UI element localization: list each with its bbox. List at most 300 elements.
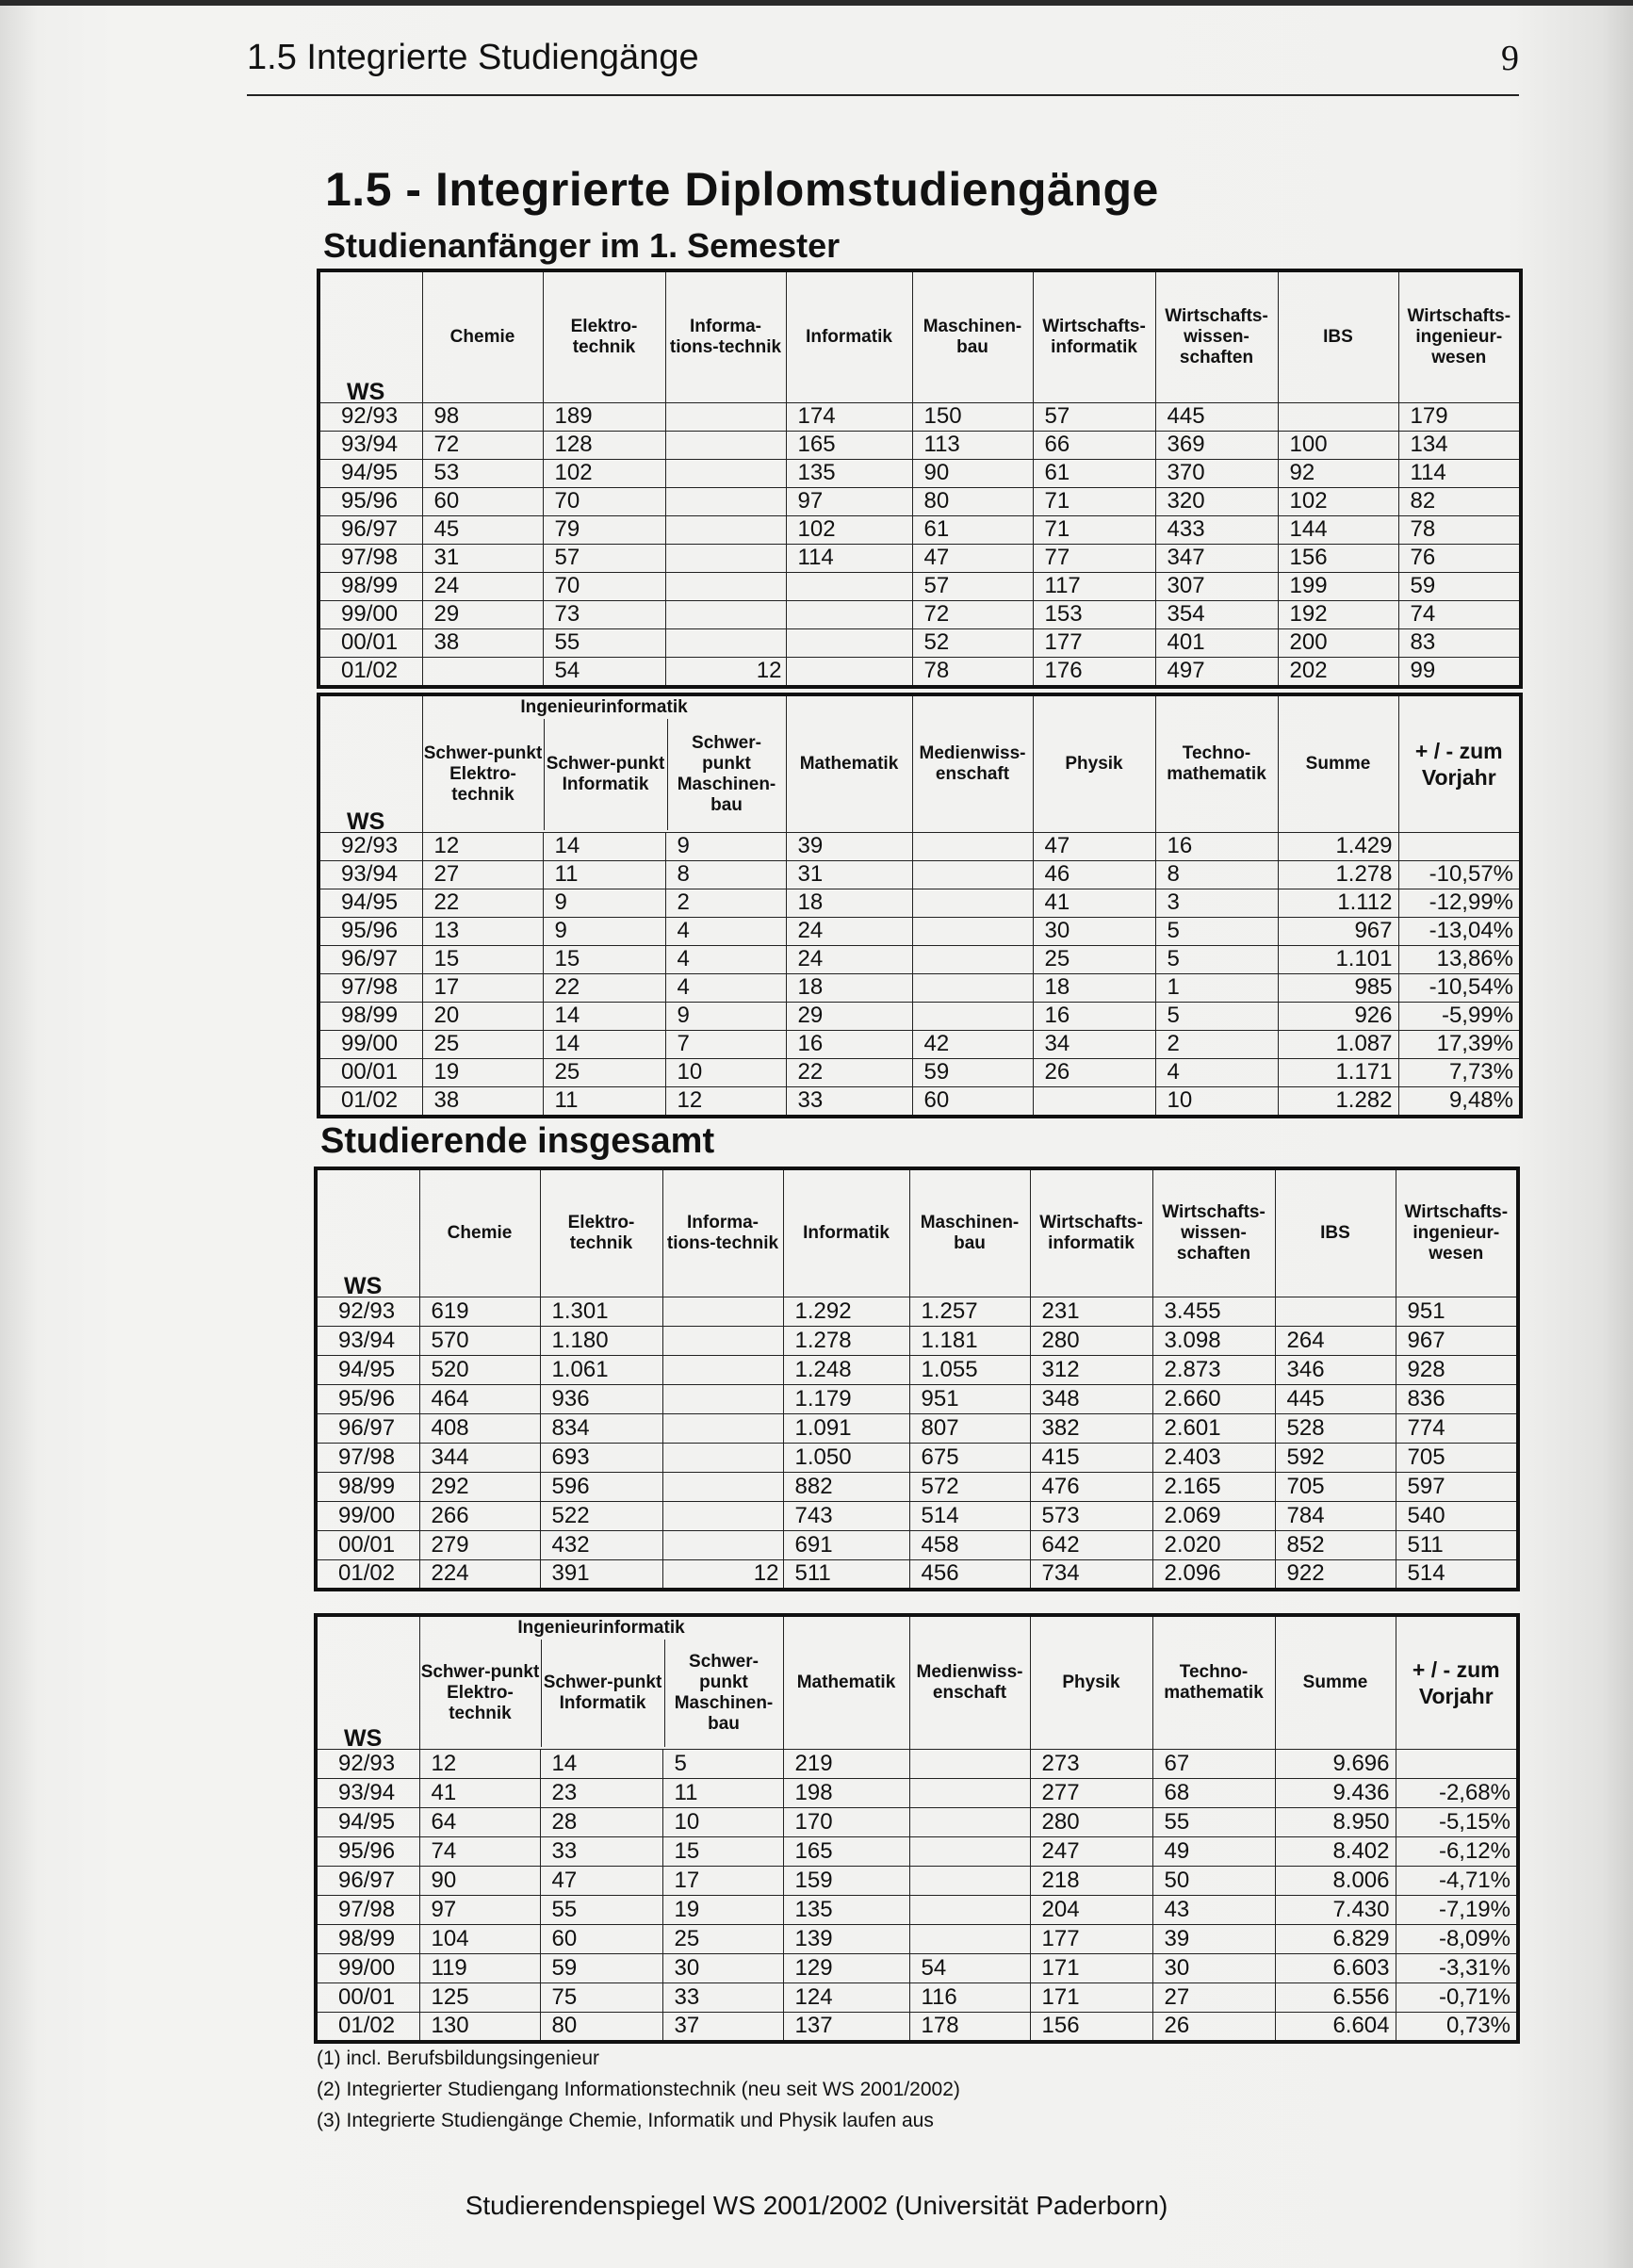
cell-semester: 96/97 xyxy=(316,1866,419,1895)
table-cell: 15 xyxy=(543,945,665,973)
header-ibs: IBS xyxy=(1275,1168,1396,1297)
table-cell: -12,99% xyxy=(1398,889,1521,917)
table-cell: 1.061 xyxy=(540,1355,662,1384)
table-cell xyxy=(909,1924,1030,1953)
table-cell: 72 xyxy=(422,431,543,459)
table-cell: 137 xyxy=(783,2012,909,2042)
table-header-row xyxy=(316,1615,1518,1749)
table-row xyxy=(318,1030,1521,1058)
table-cell: 705 xyxy=(1396,1443,1518,1472)
table-cell: -3,31% xyxy=(1396,1953,1518,1982)
table-cell: 9.696 xyxy=(1275,1749,1396,1778)
table-cell: 2.020 xyxy=(1152,1530,1275,1559)
table-row xyxy=(316,1472,1518,1501)
table-cell: 174 xyxy=(786,402,912,431)
table-cell: 23 xyxy=(540,1778,662,1807)
header-informationstechnik: Informa-tions-technik xyxy=(665,270,786,402)
table-cell: 176 xyxy=(1033,657,1155,687)
table-cell: 4 xyxy=(1155,1058,1278,1086)
table-cell xyxy=(1278,402,1398,431)
footnote-3: (3) Integrierte Studiengänge Chemie, Informatik und Physik laufen aus xyxy=(317,2110,934,2131)
cell-semester: 93/94 xyxy=(318,860,422,889)
table-row xyxy=(316,1413,1518,1443)
table-cell: 9 xyxy=(543,889,665,917)
table-row xyxy=(316,1953,1518,1982)
header-informationstechnik: Informa-tions-technik xyxy=(662,1168,783,1297)
table-cell: 104 xyxy=(419,1924,540,1953)
table-row xyxy=(318,1058,1521,1086)
page-footer: Studierendenspiegel WS 2001/2002 (Universität Paderborn) xyxy=(465,2191,1168,2220)
table-row xyxy=(318,657,1521,687)
table-cell: 57 xyxy=(543,544,665,572)
table-cell: 280 xyxy=(1030,1807,1152,1836)
table-cell: 401 xyxy=(1155,628,1278,657)
table-row xyxy=(318,431,1521,459)
table-cell: 47 xyxy=(1033,832,1155,860)
table-cell: 8 xyxy=(1155,860,1278,889)
table-cell: 97 xyxy=(419,1895,540,1924)
running-head xyxy=(247,38,1519,96)
table-cell: 116 xyxy=(909,1982,1030,2012)
table-insgesamt-ingenieurinformatik xyxy=(314,1613,1520,2044)
table-cell: 570 xyxy=(419,1326,540,1355)
table-cell: 55 xyxy=(543,628,665,657)
table-cell: 72 xyxy=(912,600,1033,628)
table-cell: 52 xyxy=(912,628,1033,657)
table-cell: 19 xyxy=(422,1058,543,1086)
cell-semester: 95/96 xyxy=(318,917,422,945)
table-cell xyxy=(909,1778,1030,1807)
page-number: 9 xyxy=(1501,39,1519,78)
table-cell: 967 xyxy=(1278,917,1398,945)
table-cell xyxy=(909,1895,1030,1924)
header-wirtschaftsinformatik: Wirtschafts-informatik xyxy=(1033,270,1155,402)
header-chemie: Chemie xyxy=(422,270,543,402)
header-maschinenbau: Maschinen-bau xyxy=(909,1168,1030,1297)
header-schwerpunkt-elektrotechnik: Schwer-punkt Elektro-technik xyxy=(420,1640,542,1747)
table-cell: 114 xyxy=(1398,459,1521,487)
header-summe: Summe xyxy=(1278,694,1398,832)
cell-semester: 95/96 xyxy=(316,1836,419,1866)
table-cell: 130 xyxy=(419,2012,540,2042)
table-cell: 102 xyxy=(543,459,665,487)
table-cell xyxy=(665,600,786,628)
table-cell: 2.403 xyxy=(1152,1443,1275,1472)
table-cell: 8.950 xyxy=(1275,1807,1396,1836)
table-cell: 119 xyxy=(419,1953,540,1982)
table-cell: 522 xyxy=(540,1501,662,1530)
table-cell: -5,99% xyxy=(1398,1002,1521,1030)
table-cell: 7,73% xyxy=(1398,1058,1521,1086)
header-medienwissenschaft: Medienwiss-enschaft xyxy=(909,1615,1030,1749)
table-cell: 277 xyxy=(1030,1778,1152,1807)
table-cell xyxy=(912,832,1033,860)
table-cell: 59 xyxy=(912,1058,1033,1086)
table-cell: 597 xyxy=(1396,1472,1518,1501)
table-cell: 177 xyxy=(1030,1924,1152,1953)
table-cell: 73 xyxy=(543,600,665,628)
header-wirtschaftswissenschaften: Wirtschafts-wissen-schaften xyxy=(1155,270,1278,402)
table-cell: 344 xyxy=(419,1443,540,1472)
cell-semester: 98/99 xyxy=(318,572,422,600)
table-cell xyxy=(786,657,912,687)
table-cell: 456 xyxy=(909,1559,1030,1590)
table-row xyxy=(316,1384,1518,1413)
table-cell: 16 xyxy=(786,1030,912,1058)
table-cell: 1.179 xyxy=(783,1384,909,1413)
section-heading-insgesamt: Studierende insgesamt xyxy=(320,1121,715,1161)
table-cell: 43 xyxy=(1152,1895,1275,1924)
table-cell: 102 xyxy=(786,515,912,544)
table-row xyxy=(318,1086,1521,1117)
table-cell xyxy=(662,1530,783,1559)
table-cell: -8,09% xyxy=(1396,1924,1518,1953)
table-row xyxy=(316,1326,1518,1355)
table-cell xyxy=(662,1501,783,1530)
table-cell: 83 xyxy=(1398,628,1521,657)
table-cell: 1.180 xyxy=(540,1326,662,1355)
table-row xyxy=(316,1559,1518,1590)
table-cell: 170 xyxy=(783,1807,909,1836)
table-cell: 80 xyxy=(912,487,1033,515)
table-cell xyxy=(912,860,1033,889)
header-maschinenbau: Maschinen-bau xyxy=(912,270,1033,402)
table-cell xyxy=(909,1836,1030,1866)
table-cell xyxy=(662,1413,783,1443)
table-cell xyxy=(1396,1749,1518,1778)
table-cell: 20 xyxy=(422,1002,543,1030)
table-cell: 29 xyxy=(786,1002,912,1030)
table-row xyxy=(318,459,1521,487)
table-cell xyxy=(909,1866,1030,1895)
table-cell: 10 xyxy=(1155,1086,1278,1117)
table-cell: 38 xyxy=(422,1086,543,1117)
table-cell: 189 xyxy=(543,402,665,431)
table-cell: 693 xyxy=(540,1443,662,1472)
table-cell: 231 xyxy=(1030,1297,1152,1326)
table-cell: 882 xyxy=(783,1472,909,1501)
table-cell: 784 xyxy=(1275,1501,1396,1530)
table-cell: 951 xyxy=(909,1384,1030,1413)
header-wirtschaftswissenschaften: Wirtschafts-wissen-schaften xyxy=(1152,1168,1275,1297)
table-cell: 17 xyxy=(662,1866,783,1895)
table-cell: 165 xyxy=(783,1836,909,1866)
cell-semester: 01/02 xyxy=(318,1086,422,1117)
header-ibs: IBS xyxy=(1278,270,1398,402)
table-cell: 9,48% xyxy=(1398,1086,1521,1117)
table-cell: 144 xyxy=(1278,515,1398,544)
table-cell: 514 xyxy=(909,1501,1030,1530)
table-row xyxy=(316,1836,1518,1866)
table-cell: 25 xyxy=(543,1058,665,1086)
table-cell: 159 xyxy=(783,1866,909,1895)
table-cell: 27 xyxy=(422,860,543,889)
table-cell: 382 xyxy=(1030,1413,1152,1443)
table-row xyxy=(316,1778,1518,1807)
table-row xyxy=(318,860,1521,889)
cell-semester: 99/00 xyxy=(316,1501,419,1530)
table-cell: 13,86% xyxy=(1398,945,1521,973)
table-cell: -0,71% xyxy=(1396,1982,1518,2012)
header-technomathematik: Techno-mathematik xyxy=(1155,694,1278,832)
table-cell: -4,71% xyxy=(1396,1866,1518,1895)
table-cell: 45 xyxy=(422,515,543,544)
table-cell: 59 xyxy=(1398,572,1521,600)
footnote-1: (1) incl. Berufsbildungsingenieur xyxy=(317,2048,599,2069)
table-row xyxy=(318,832,1521,860)
table-cell: 476 xyxy=(1030,1472,1152,1501)
table-row xyxy=(318,889,1521,917)
table-cell: 124 xyxy=(783,1982,909,2012)
page-title: 1.5 - Integrierte Diplomstudiengänge xyxy=(325,163,1159,216)
header-summe: Summe xyxy=(1275,1615,1396,1749)
table-cell: 348 xyxy=(1030,1384,1152,1413)
table-cell: 80 xyxy=(540,2012,662,2042)
table-cell: 79 xyxy=(543,515,665,544)
table-cell: 7.430 xyxy=(1275,1895,1396,1924)
table-cell: 70 xyxy=(543,487,665,515)
table-cell xyxy=(422,657,543,687)
table-cell: 33 xyxy=(786,1086,912,1117)
table-cell: 199 xyxy=(1278,572,1398,600)
table-cell: 2.660 xyxy=(1152,1384,1275,1413)
header-ws: WS xyxy=(316,1168,419,1297)
table-cell: 1 xyxy=(1155,973,1278,1002)
table-cell: 9 xyxy=(665,832,786,860)
table-cell: 153 xyxy=(1033,600,1155,628)
header-ws: WS xyxy=(318,270,422,402)
table-row xyxy=(316,1530,1518,1559)
table-body xyxy=(318,402,1521,687)
table-row xyxy=(318,973,1521,1002)
table-cell: 307 xyxy=(1155,572,1278,600)
cell-semester: 01/02 xyxy=(316,1559,419,1590)
cell-semester: 99/00 xyxy=(318,1030,422,1058)
table-cell xyxy=(1398,832,1521,860)
table-cell: -7,19% xyxy=(1396,1895,1518,1924)
table-body xyxy=(316,1297,1518,1590)
header-medienwissenschaft: Medienwiss-enschaft xyxy=(912,694,1033,832)
table-cell: 53 xyxy=(422,459,543,487)
table-cell: 247 xyxy=(1030,1836,1152,1866)
table-cell: 967 xyxy=(1396,1326,1518,1355)
table-cell: 4 xyxy=(665,945,786,973)
table-row xyxy=(316,1355,1518,1384)
table-cell: 370 xyxy=(1155,459,1278,487)
cell-semester: 95/96 xyxy=(316,1384,419,1413)
table-cell: 50 xyxy=(1152,1866,1275,1895)
table-cell: 4 xyxy=(665,917,786,945)
table-cell: 592 xyxy=(1275,1443,1396,1472)
table-cell: 34 xyxy=(1033,1030,1155,1058)
table-cell xyxy=(1033,1086,1155,1117)
cell-semester: 96/97 xyxy=(318,945,422,973)
cell-semester: 01/02 xyxy=(318,657,422,687)
table-cell xyxy=(665,572,786,600)
table-cell: 2 xyxy=(1155,1030,1278,1058)
table-cell: 15 xyxy=(662,1836,783,1866)
table-cell: 134 xyxy=(1398,431,1521,459)
table-cell: 17,39% xyxy=(1398,1030,1521,1058)
table-row xyxy=(318,515,1521,544)
cell-semester: 94/95 xyxy=(318,889,422,917)
table-cell: 5 xyxy=(1155,1002,1278,1030)
table-cell: -10,54% xyxy=(1398,973,1521,1002)
cell-semester: 00/01 xyxy=(318,1058,422,1086)
cell-semester: 97/98 xyxy=(316,1443,419,1472)
table-cell: 66 xyxy=(1033,431,1155,459)
table-cell: 33 xyxy=(662,1982,783,2012)
table-cell: 511 xyxy=(1396,1530,1518,1559)
table-cell: 37 xyxy=(662,2012,783,2042)
table-cell xyxy=(1275,1297,1396,1326)
table-cell: 30 xyxy=(1152,1953,1275,1982)
table-cell: 951 xyxy=(1396,1297,1518,1326)
table-cell: 76 xyxy=(1398,544,1521,572)
table-cell: 82 xyxy=(1398,487,1521,515)
table-cell: 54 xyxy=(543,657,665,687)
table-cell: 1.292 xyxy=(783,1297,909,1326)
table-cell: 1.278 xyxy=(783,1326,909,1355)
table-cell: -10,57% xyxy=(1398,860,1521,889)
table-cell: -6,12% xyxy=(1396,1836,1518,1866)
table-cell: 445 xyxy=(1275,1384,1396,1413)
table-row xyxy=(318,628,1521,657)
table-cell: 391 xyxy=(540,1559,662,1590)
table-cell: 92 xyxy=(1278,459,1398,487)
table-cell: 22 xyxy=(422,889,543,917)
table-cell: 922 xyxy=(1275,1559,1396,1590)
table-cell: 27 xyxy=(1152,1982,1275,2012)
table-header-row xyxy=(316,1168,1518,1297)
cell-semester: 94/95 xyxy=(316,1355,419,1384)
table-row xyxy=(318,600,1521,628)
table-cell: 1.248 xyxy=(783,1355,909,1384)
table-cell: 14 xyxy=(543,1002,665,1030)
table-cell: 520 xyxy=(419,1355,540,1384)
table-cell: 156 xyxy=(1030,2012,1152,2042)
table-cell: 540 xyxy=(1396,1501,1518,1530)
table-body xyxy=(316,1749,1518,2042)
table-cell xyxy=(786,628,912,657)
table-cell xyxy=(665,515,786,544)
header-schwerpunkt-informatik: Schwer-punkt Informatik xyxy=(545,719,668,830)
table-cell: 2.096 xyxy=(1152,1559,1275,1590)
cell-semester: 00/01 xyxy=(318,628,422,657)
table-cell: 1.171 xyxy=(1278,1058,1398,1086)
table-cell: 67 xyxy=(1152,1749,1275,1778)
table-cell: 218 xyxy=(1030,1866,1152,1895)
table-cell: 219 xyxy=(783,1749,909,1778)
cell-semester: 94/95 xyxy=(316,1807,419,1836)
table-cell: 55 xyxy=(1152,1807,1275,1836)
table-cell: 4 xyxy=(665,973,786,1002)
table-cell: 6.603 xyxy=(1275,1953,1396,1982)
table-cell: 2.165 xyxy=(1152,1472,1275,1501)
table-cell: 30 xyxy=(1033,917,1155,945)
table-cell: 90 xyxy=(912,459,1033,487)
table-row xyxy=(318,572,1521,600)
table-cell: 41 xyxy=(419,1778,540,1807)
table-cell: 5 xyxy=(1155,917,1278,945)
table-cell: 8 xyxy=(665,860,786,889)
table-cell: 11 xyxy=(543,860,665,889)
table-cell: 64 xyxy=(419,1807,540,1836)
cell-semester: 92/93 xyxy=(318,832,422,860)
table-row xyxy=(316,1807,1518,1836)
table-cell: 572 xyxy=(909,1472,1030,1501)
table-cell: 9 xyxy=(665,1002,786,1030)
cell-semester: 00/01 xyxy=(316,1530,419,1559)
table-cell: 224 xyxy=(419,1559,540,1590)
table-row xyxy=(316,1866,1518,1895)
table-cell: 97 xyxy=(786,487,912,515)
table-row xyxy=(316,2012,1518,2042)
table-cell: 57 xyxy=(912,572,1033,600)
table-cell: 3 xyxy=(1155,889,1278,917)
table-cell: 1.257 xyxy=(909,1297,1030,1326)
header-wirtschaftsingenieurwesen: Wirtschafts-ingenieur-wesen xyxy=(1398,270,1521,402)
table-cell: 433 xyxy=(1155,515,1278,544)
table-cell: 55 xyxy=(540,1895,662,1924)
table-cell: 1.282 xyxy=(1278,1086,1398,1117)
table-cell: 5 xyxy=(1155,945,1278,973)
table-cell: 1.055 xyxy=(909,1355,1030,1384)
table-row xyxy=(316,1749,1518,1778)
header-physik: Physik xyxy=(1033,694,1155,832)
table-cell: 13 xyxy=(422,917,543,945)
header-schwerpunkt-informatik: Schwer-punkt Informatik xyxy=(542,1640,665,1747)
table-cell: 26 xyxy=(1033,1058,1155,1086)
table-cell: 1.112 xyxy=(1278,889,1398,917)
table-cell: 1.091 xyxy=(783,1413,909,1443)
cell-semester: 01/02 xyxy=(316,2012,419,2042)
table-cell: 31 xyxy=(422,544,543,572)
group-label-ingenieurinformatik: Ingenieurinformatik xyxy=(517,1618,685,1638)
table-cell: 102 xyxy=(1278,487,1398,515)
table-cell: 18 xyxy=(1033,973,1155,1002)
table-cell: 200 xyxy=(1278,628,1398,657)
table-cell: 1.429 xyxy=(1278,832,1398,860)
cell-semester: 92/93 xyxy=(316,1297,419,1326)
table-cell: 25 xyxy=(1033,945,1155,973)
header-elektrotechnik: Elektro-technik xyxy=(540,1168,662,1297)
table-cell: 179 xyxy=(1398,402,1521,431)
table-cell: 10 xyxy=(662,1807,783,1836)
header-informatik: Informatik xyxy=(786,270,912,402)
table-cell xyxy=(662,1326,783,1355)
table-cell: 3.455 xyxy=(1152,1297,1275,1326)
table-cell: 985 xyxy=(1278,973,1398,1002)
table-cell: 17 xyxy=(422,973,543,1002)
table-cell: 33 xyxy=(540,1836,662,1866)
cell-semester: 92/93 xyxy=(316,1749,419,1778)
table-cell: 100 xyxy=(1278,431,1398,459)
table-cell: 458 xyxy=(909,1530,1030,1559)
table-cell: 346 xyxy=(1275,1355,1396,1384)
table-row xyxy=(318,402,1521,431)
table-cell: -13,04% xyxy=(1398,917,1521,945)
table-cell: 734 xyxy=(1030,1559,1152,1590)
table-cell: 24 xyxy=(422,572,543,600)
table-cell: 11 xyxy=(543,1086,665,1117)
table-cell: 1.278 xyxy=(1278,860,1398,889)
table-cell: 7 xyxy=(665,1030,786,1058)
table-cell: 61 xyxy=(912,515,1033,544)
table-cell: 30 xyxy=(662,1953,783,1982)
table-cell xyxy=(909,1749,1030,1778)
cell-semester: 98/99 xyxy=(318,1002,422,1030)
